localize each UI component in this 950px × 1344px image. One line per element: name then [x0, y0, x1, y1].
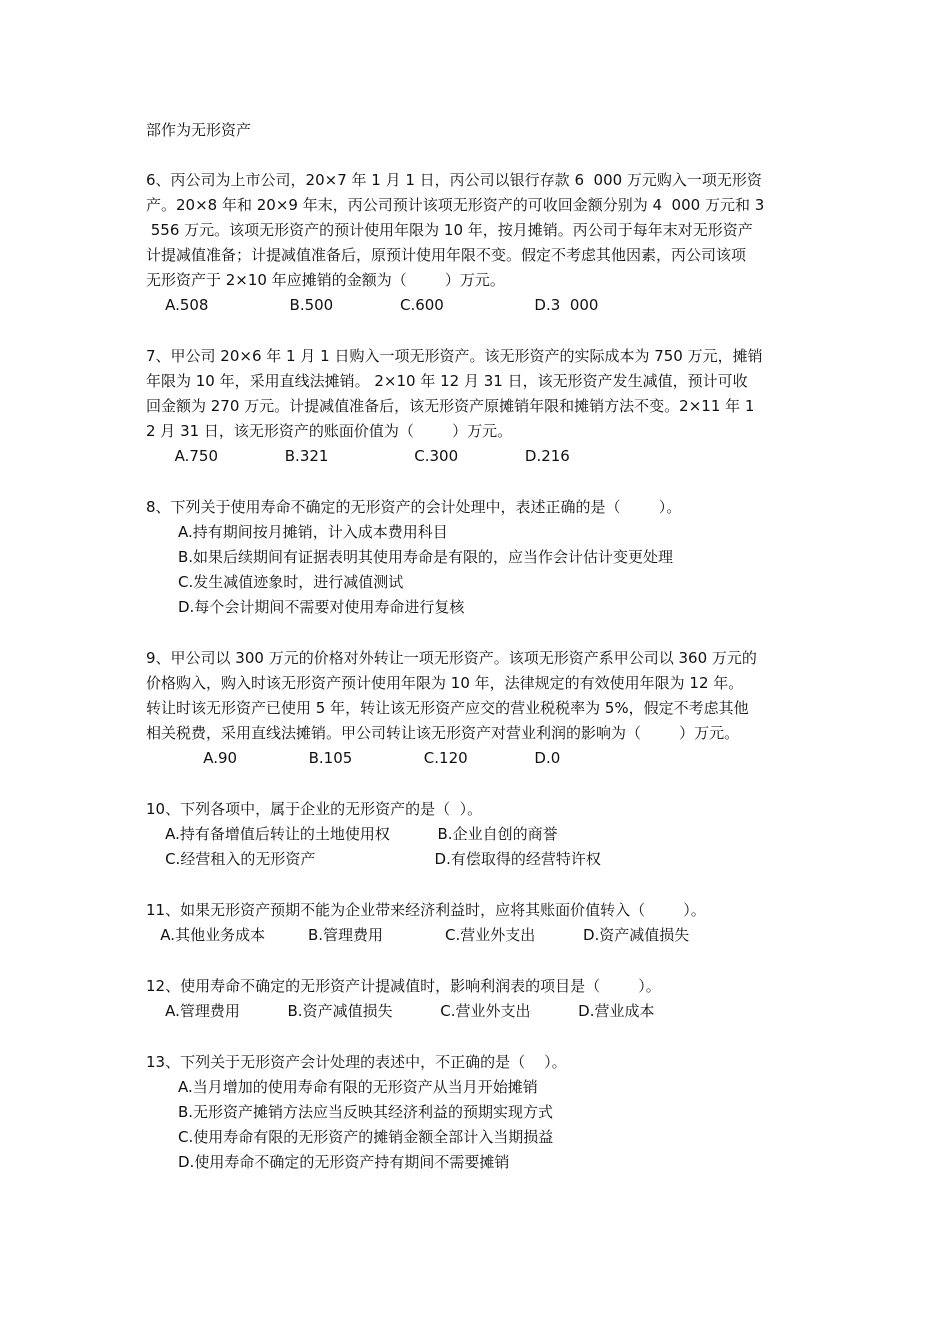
- answer-option: A.持有期间按月摊销，计入成本费用科目: [178, 523, 448, 541]
- answer-options: A.90 B.105 C.120 D.0: [146, 749, 561, 767]
- answer-options: C.经营租入的无形资产 D.有偿取得的经营特许权: [146, 850, 601, 868]
- question-stem-line: 转让时该无形资产已使用 5 年，转让该无形资产应交的营业税税率为 5%，假定不考虑其他: [146, 699, 749, 717]
- answer-option: C.发生减值迹象时，进行减值测试: [178, 573, 404, 591]
- answer-option: B.如果后续期间有证据表明其使用寿命是有限的，应当作会计估计变更处理: [178, 548, 674, 566]
- question-12: [146, 974, 814, 1024]
- question-7: [146, 344, 814, 469]
- question-stem-line: 12、使用寿命不确定的无形资产计提减值时，影响利润表的项目是（ ）。: [146, 977, 661, 995]
- question-10: [146, 797, 814, 872]
- answer-options: A.508 B.500 C.600 D.3 000: [146, 296, 599, 314]
- question-stem-line: 8、下列关于使用寿命不确定的无形资产的会计处理中，表述正确的是（ ）。: [146, 498, 682, 516]
- answer-option: B.无形资产摊销方法应当反映其经济利益的预期实现方式: [178, 1103, 554, 1121]
- continuation-text: 部作为无形资产: [146, 121, 252, 139]
- question-stem-line: 6、丙公司为上市公司，20×7 年 1 月 1 日，丙公司以银行存款 6 000 万元购入一项无形资: [146, 171, 762, 189]
- question-stem-line: 9、甲公司以 300 万元的价格对外转让一项无形资产。该项无形资产系甲公司以 360 万元的: [146, 649, 757, 667]
- question-9: [146, 646, 814, 771]
- question-stem-line: 2 月 31 日，该无形资产的账面价值为（ ）万元。: [146, 422, 513, 440]
- question-stem-line: 11、如果无形资产预期不能为企业带来经济利益时，应将其账面价值转入（ ）。: [146, 901, 706, 919]
- answer-option: D.使用寿命不确定的无形资产持有期间不需要摊销: [178, 1153, 510, 1171]
- question-8: [146, 495, 814, 620]
- answer-options: A.管理费用 B.资产减值损失 C.营业外支出 D.营业成本: [146, 1002, 655, 1020]
- answer-option: C.使用寿命有限的无形资产的摊销金额全部计入当期损益: [178, 1128, 554, 1146]
- question-stem-line: 556 万元。该项无形资产的预计使用年限为 10 年，按月摊销。丙公司于每年末对无形资产: [146, 221, 753, 239]
- answer-options: A.其他业务成本 B.管理费用 C.营业外支出 D.资产减值损失: [146, 926, 690, 944]
- question-stem-line: 10、下列各项中，属于企业的无形资产的是（ ）。: [146, 800, 483, 818]
- answer-option: D.每个会计期间不需要对使用寿命进行复核: [178, 598, 465, 616]
- document-page: [146, 118, 814, 1201]
- answer-options: A.750 B.321 C.300 D.216: [146, 447, 570, 465]
- question-13: [146, 1050, 814, 1175]
- question-6: [146, 168, 814, 318]
- answer-options: A.持有备增值后转让的土地使用权 B.企业自创的商誉: [146, 825, 558, 843]
- question-stem-line: 13、下列关于无形资产会计处理的表述中，不正确的是（ ）。: [146, 1053, 567, 1071]
- question-stem-line: 计提减值准备；计提减值准备后，原预计使用年限不变。假定不考虑其他因素，丙公司该项: [146, 246, 747, 264]
- question-11: [146, 898, 814, 948]
- answer-option: A.当月增加的使用寿命有限的无形资产从当月开始摊销: [178, 1078, 538, 1096]
- question-stem-line: 7、甲公司 20×6 年 1 月 1 日购入一项无形资产。该无形资产的实际成本为 750 万元，摊销: [146, 347, 763, 365]
- question-stem-line: 价格购入，购入时该无形资产预计使用年限为 10 年，法律规定的有效使用年限为 12 年。: [146, 674, 744, 692]
- question-stem-line: 相关税费，采用直线法摊销。甲公司转让该无形资产对营业利润的影响为（ ）万元。: [146, 724, 740, 742]
- question-stem-line: 无形资产于 2×10 年应摊销的金额为（ ）万元。: [146, 271, 505, 289]
- question-stem-line: 年限为 10 年，采用直线法摊销。 2×10 年 12 月 31 日，该无形资产发生减值，预计可收: [146, 372, 748, 390]
- question-stem-line: 回金额为 270 万元。计提减值准备后，该无形资产原摊销年限和摊销方法不变。2×11 年 1: [146, 397, 755, 415]
- question-stem-line: 产。20×8 年和 20×9 年末，丙公司预计该项无形资产的可收回金额分别为 4 000 万元和 3: [146, 196, 765, 214]
